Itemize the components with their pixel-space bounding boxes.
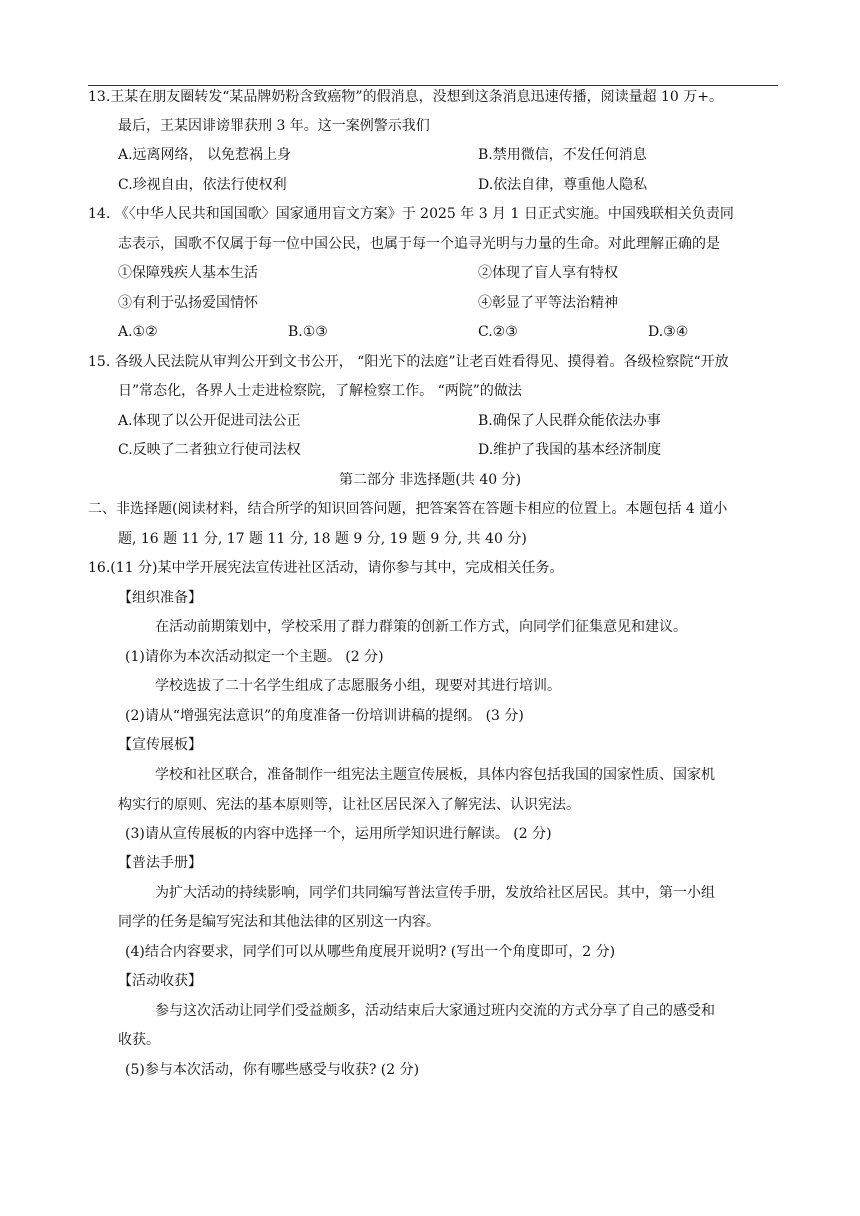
q14-stem-line2: 志表示，国歌不仅属于每一位中国公民，也属于每一个追寻光明与力量的生命。对此理解正确的是 — [118, 236, 720, 252]
q16-subquestion-4: (4)结合内容要求，同学们可以从哪些角度展开说明? (写出一个角度即可，2 分) — [125, 944, 616, 960]
q13-option-b: B.禁用微信，不发任何消息 — [478, 147, 647, 163]
q16-stem: 16.(11 分)某中学开展宪法宣传进社区活动，请你参与其中，完成相关任务。 — [88, 560, 564, 576]
q15-option-b: B.确保了人民群众能依法办事 — [478, 413, 661, 429]
q15-option-c: C.反映了二者独立行使司法权 — [118, 442, 301, 458]
q13-stem-line1: 13.王某在朋友圈转发“某品牌奶粉含致癌物”的假消息，没想到这条消息迅速传播，阅读量超 10 万+。 — [88, 89, 724, 105]
q14-option-a: A.①② — [118, 324, 158, 340]
q15-option-a: A.体现了以公开促进司法公正 — [118, 413, 301, 429]
part2-instructions-line2: 题, 16 题 11 分, 17 题 11 分, 18 题 9 分, 19 题 9 分, 共 40 分) — [118, 531, 527, 547]
q13-option-d: D.依法自律，尊重他人隐私 — [478, 177, 648, 193]
q14-item-4: ④彰显了平等法治精神 — [478, 295, 618, 311]
q16-section-heading-gains: 【活动收获】 — [118, 973, 202, 989]
q14-stem-line1: 14. 《〈中华人民共和国国歌〉国家通用盲文方案》于 2025 年 3 月 1 日正式实施。中国残联相关负责同 — [88, 206, 734, 222]
q14-option-c: C.②③ — [478, 324, 518, 340]
q16-subquestion-1: (1)请你为本次活动拟定一个主题。 (2 分) — [125, 649, 384, 665]
q14-option-d: D.③④ — [648, 324, 689, 340]
q13-option-a: A.远离网络， 以免惹祸上身 — [118, 147, 292, 163]
q14-item-1: ①保障残疾人基本生活 — [118, 265, 258, 281]
q16-subquestion-3: (3)请从宣传展板的内容中选择一个，运用所学知识进行解读。 (2 分) — [125, 826, 552, 842]
q16-display-board-text-2: 构实行的原则、宪法的基本原则等，让社区居民深入了解宪法、认识宪法。 — [118, 797, 580, 813]
q16-preparation-text: 在活动前期策划中，学校采用了群力群策的创新工作方式，向同学们征集意见和建议。 — [155, 619, 687, 635]
q14-item-3: ③有利于弘扬爱国情怀 — [118, 295, 258, 311]
part2-title: 第二部分 非选择题(共 40 分) — [338, 472, 522, 488]
q16-gains-text-1: 参与这次活动让同学们受益颇多，活动结束后大家通过班内交流的方式分享了自己的感受和 — [155, 1003, 715, 1019]
q16-display-board-text-1: 学校和社区联合，准备制作一组宪法主题宣传展板，具体内容包括我国的国家性质、国家机 — [155, 767, 715, 783]
q15-stem-line2: 日”常态化，各界人士走进检察院，了解检察工作。 “两院”的做法 — [118, 383, 522, 399]
q16-section-heading-preparation: 【组织准备】 — [118, 590, 202, 606]
part2-instructions-line1: 二、非选择题(阅读材料，结合所学的知识回答问题，把答案答在答题卡相应的位置上。本题包括 4 道小 — [88, 501, 728, 517]
q15-option-d: D.维护了我国的基本经济制度 — [478, 442, 662, 458]
q16-preparation-text-2: 学校选拔了二十名学生组成了志愿服务小组，现要对其进行培训。 — [155, 678, 561, 694]
q14-item-2: ②体现了盲人享有特权 — [478, 265, 618, 281]
q14-option-b: B.①③ — [288, 324, 328, 340]
q13-stem-line2: 最后，王某因诽谤罪获刑 3 年。这一案例警示我们 — [118, 118, 430, 134]
q16-section-heading-display-board: 【宣传展板】 — [118, 737, 202, 753]
q16-gains-text-2: 收获。 — [118, 1032, 160, 1048]
q16-handbook-text-1: 为扩大活动的持续影响，同学们共同编写普法宣传手册，发放给社区居民。其中，第一小组 — [155, 885, 715, 901]
q15-stem-line1: 15. 各级人民法院从审判公开到文书公开， “阳光下的法庭”让老百姓看得见、摸得着。各级检察院“开放 — [88, 354, 729, 370]
q16-subquestion-2: (2)请从“增强宪法意识”的角度准备一份培训讲稿的提纲。 (3 分) — [125, 708, 524, 724]
q16-section-heading-handbook: 【普法手册】 — [118, 855, 202, 871]
q16-subquestion-5: (5)参与本次活动，你有哪些感受与收获? (2 分) — [125, 1062, 420, 1078]
header-rule — [88, 85, 778, 86]
q16-handbook-text-2: 同学的任务是编写宪法和其他法律的区别这一内容。 — [118, 914, 440, 930]
q13-option-c: C.珍视自由，依法行使权利 — [118, 177, 287, 193]
